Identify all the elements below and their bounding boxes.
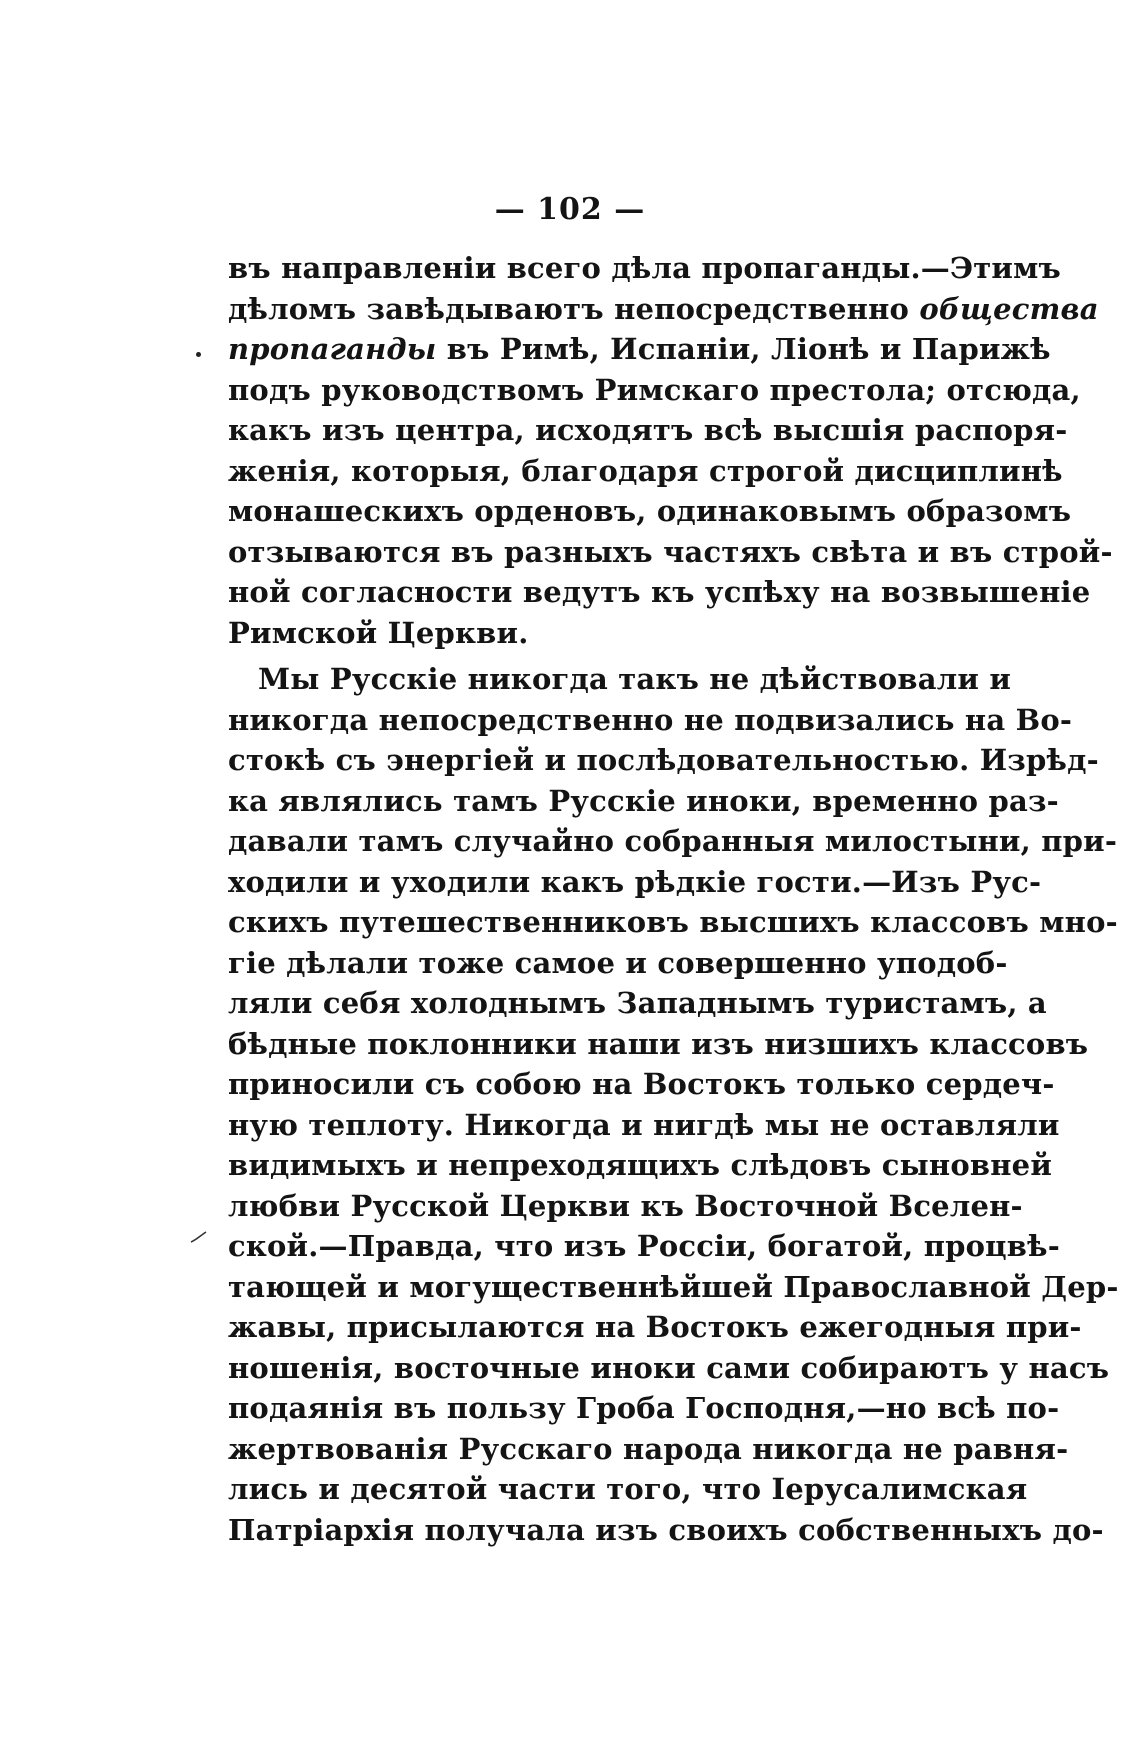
text-line: [228, 781, 1059, 822]
text-run: гіе дѣлали тоже самое и совершенно уподоб-: [228, 945, 1008, 980]
text-line: [228, 862, 1042, 903]
text-line: [228, 613, 976, 654]
text-line: [228, 740, 1099, 781]
text-run: отзываются въ разныхъ частяхъ свѣта и въ строй-: [228, 534, 1113, 569]
text-line: [228, 700, 1073, 741]
text-line: [228, 821, 1118, 862]
text-run: подаянія въ пользу Гроба Господня,—но всѣ по-: [228, 1391, 1060, 1425]
paragraph: [228, 659, 1119, 1550]
text-line: [228, 1469, 1028, 1510]
page-number: — 102 —: [494, 192, 646, 227]
text-run: въ Римѣ, Испаніи, Ліонѣ и Парижѣ: [436, 332, 1051, 366]
text-run: женія, которыя, благодаря строгой дисциплинѣ: [228, 453, 1063, 488]
text-run: бѣдные поклонники наши изъ низшихъ классовъ: [228, 1026, 1089, 1061]
text-run: видимыхъ и непреходящихъ слѣдовъ сыновней: [228, 1148, 1053, 1182]
text-line: [228, 1510, 1104, 1551]
text-run: жавы, присылаются на Востокъ ежегодныя при-: [228, 1310, 1082, 1344]
text-run: жертвованія Русскаго народа никогда не равня-: [228, 1431, 1069, 1466]
text-run: скихъ путешественниковъ высшихъ классовъ мно-: [228, 905, 1118, 939]
text-run: стокѣ съ энергіей и послѣдовательностью. Изрѣд-: [228, 743, 1099, 777]
text-line: [228, 1024, 1089, 1065]
italic-text: пропаганды: [228, 332, 437, 366]
text-run: ляли себя холоднымъ Западнымъ туристамъ, а: [228, 986, 1047, 1020]
text-run: давали тамъ случайно собранныя милостыни, при-: [228, 824, 1118, 858]
text-line: [228, 1145, 1053, 1186]
text-line: [228, 248, 1061, 289]
text-run: какъ изъ центра, исходятъ всѣ высшія распоря-: [228, 413, 1068, 447]
text-run: ную теплоту. Никогда и нигдѣ мы не оставляли: [228, 1107, 1060, 1142]
text-line: [228, 1348, 1110, 1389]
text-run: подъ руководствомъ Римскаго престола; отсюда,: [228, 372, 1081, 407]
text-line: [228, 410, 1068, 451]
text-line: [228, 1429, 1069, 1470]
text-line: [228, 1307, 1082, 1348]
text-run: лись и десятой части того, что Іерусалимская: [228, 1472, 1028, 1506]
text-run: ношенія, восточные иноки сами собираютъ у насъ: [228, 1350, 1110, 1385]
text-run: Патріархія получала изъ своихъ собственныхъ до-: [228, 1512, 1104, 1547]
text-line: [228, 1226, 1060, 1267]
text-line: [228, 1105, 1060, 1146]
text-run: монашескихъ орденовъ, одинаковымъ образомъ: [228, 494, 1072, 528]
text-run: въ направленіи всего дѣла пропаганды.—Этимъ: [228, 251, 1061, 285]
text-line: [228, 902, 1118, 943]
text-run: ходили и уходили какъ рѣдкіе гости.—Изъ Рус-: [228, 864, 1042, 899]
text-line: [228, 451, 1063, 492]
text-line: [228, 659, 1012, 700]
margin-pencil-mark: [190, 1230, 208, 1244]
text-run: ской.—Правда, что изъ Россіи, богатой, процвѣ-: [228, 1229, 1060, 1263]
text-line: [228, 532, 1113, 573]
text-line: [228, 572, 1091, 613]
text-run: любви Русской Церкви къ Восточной Вселен-: [228, 1188, 1023, 1223]
text-run: тающей и могущественнѣйшей Православной Дер-: [228, 1269, 1119, 1304]
margin-dot-mark: [196, 352, 201, 357]
body-text: [228, 248, 1119, 1550]
text-line: [228, 983, 1047, 1024]
text-run: Римской Церкви.: [228, 615, 529, 650]
text-run: приносили съ собою на Востокъ только сердеч-: [228, 1067, 1055, 1101]
text-line: [228, 329, 1051, 370]
text-line: [228, 1186, 1023, 1227]
paragraph: [228, 248, 1113, 653]
text-line: [228, 491, 1072, 532]
text-line: [228, 1064, 1055, 1105]
text-run: дѣломъ завѣдываютъ непосредственно: [228, 291, 920, 326]
text-line: [228, 289, 1099, 330]
text-run: никогда непосредственно не подвизались на Во-: [228, 702, 1073, 737]
italic-text: общества: [919, 291, 1099, 326]
text-line: [228, 1267, 1119, 1308]
text-line: [228, 370, 1081, 411]
text-run: Мы Русскіе никогда такъ не дѣйствовали и: [258, 662, 1012, 696]
text-run: ной согласности ведутъ къ успѣху на возвышеніе: [228, 575, 1091, 609]
text-line: [228, 1388, 1060, 1429]
text-line: [228, 943, 1008, 984]
text-run: ка являлись тамъ Русскіе иноки, временно раз-: [228, 783, 1059, 818]
